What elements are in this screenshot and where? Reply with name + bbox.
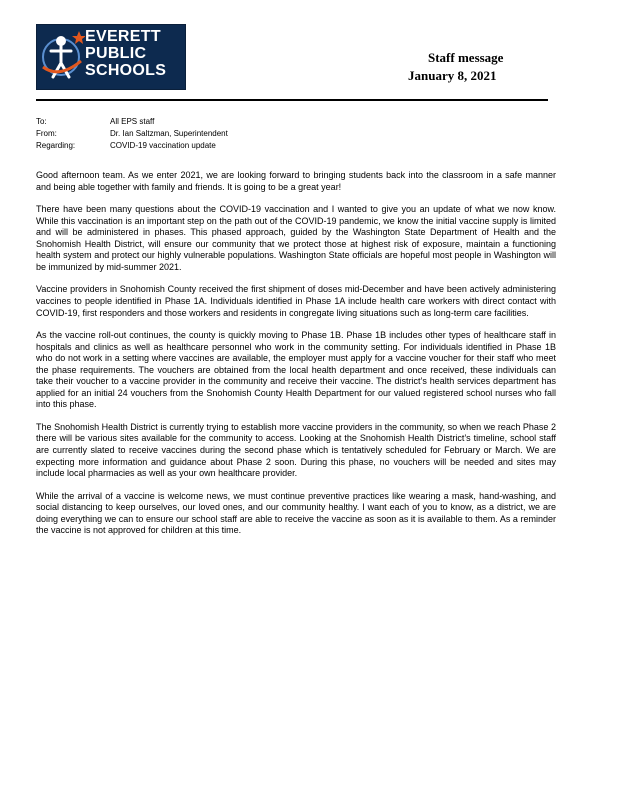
memo-block (36, 116, 228, 152)
memo-regarding-value: COVID-19 vaccination update (110, 141, 216, 150)
message-body (36, 170, 556, 548)
paragraph: The Snohomish Health District is currently trying to establish more vaccine providers in the community, so when we reach Phase 2 there will be various sites available for the community to access. Looking at the Snohomish Health District’s timeline, school staff are currently slated to receive vaccines during the second phase which is tentatively scheduled for February or March. We are expecting more information and guidance about Phase 2 soon. During this phase, no vouchers will be needed and sites may include local pharmacies as well as your own healthcare provider. (36, 421, 556, 479)
district-logo (36, 24, 186, 90)
memo-to-value: All EPS staff (110, 117, 155, 126)
memo-from-label: From: (36, 129, 57, 138)
document-date: January 8, 2021 (408, 68, 497, 83)
logo-wordmark (85, 28, 166, 79)
memo-to-label: To: (36, 117, 47, 126)
logo-line-2: PUBLIC (85, 45, 147, 62)
memo-regarding-row (36, 140, 228, 152)
memo-from-value: Dr. Ian Saltzman, Superintendent (110, 129, 228, 138)
header-divider (36, 99, 548, 101)
logo-line-3: SCHOOLS (85, 62, 167, 79)
logo-figure-icon (39, 27, 85, 87)
paragraph: Vaccine providers in Snohomish County received the first shipment of doses mid-December and have been actively administering vaccines to people identified in Phase 1A. Individuals identified in Phase 1A include health care workers with direct contact with COVID-19, first responders and those workers and residents in congregate living situations such as long-term care facilities. (36, 284, 556, 318)
paragraph: While the arrival of a vaccine is welcome news, we must continue preventive practices like wearing a mask, hand-washing, and social distancing to keep ourselves, our loved ones, and our community healthy. I want each of you to know, as a district, we are doing everything we can to ensure our school staff are able to receive the vaccine as soon as it is available to them. As a reminder the vaccine is not approved for children at this time. (36, 490, 556, 536)
memo-regarding-label: Regarding: (36, 141, 76, 150)
memo-to-row (36, 116, 228, 128)
paragraph: There have been many questions about the COVID-19 vaccination and I wanted to give you an update of what we now know. While this vaccination is an important step on the path out of the COVID-19 pandemic, we know the initial vaccine supply is limited and will be administered in phases. This phased approach, guided by the Washington State Department of Health and the Snohomish Health District, will ensure our community that we protect those at highest risk of exposure, maintain a functioning health system and protect our highly vulnerable populations. Washington State officials are hopeful most people in Washington will be immunized by mid-summer 2021. (36, 203, 556, 272)
memo-from-row (36, 128, 228, 140)
paragraph: Good afternoon team. As we enter 2021, we are looking forward to bringing students back into the classroom in a safe manner and being able together with family and friends. It is going to be a great year! (36, 170, 556, 192)
document-title: Staff message (428, 50, 504, 65)
logo-line-1: EVERETT (85, 28, 161, 45)
paragraph: As the vaccine roll-out continues, the county is quickly moving to Phase 1B. Phase 1B includes other types of healthcare staff in hospitals and clinics as well as healthcare personnel who work in the community setting. For individuals identified in Phase 1B who do not work in a setting where vaccines are available, the employer must apply for a vaccine voucher for their staff who meet the phase requirements. The vouchers are obtained from the local health department and once received, these individuals can take their voucher to a vaccine provider in the community and receive their vaccine. The district’s health services department has applied for an initial 24 vouchers from the Snohomish County Health Department for our valued registered school nurses who fall into this phase. (36, 329, 556, 410)
